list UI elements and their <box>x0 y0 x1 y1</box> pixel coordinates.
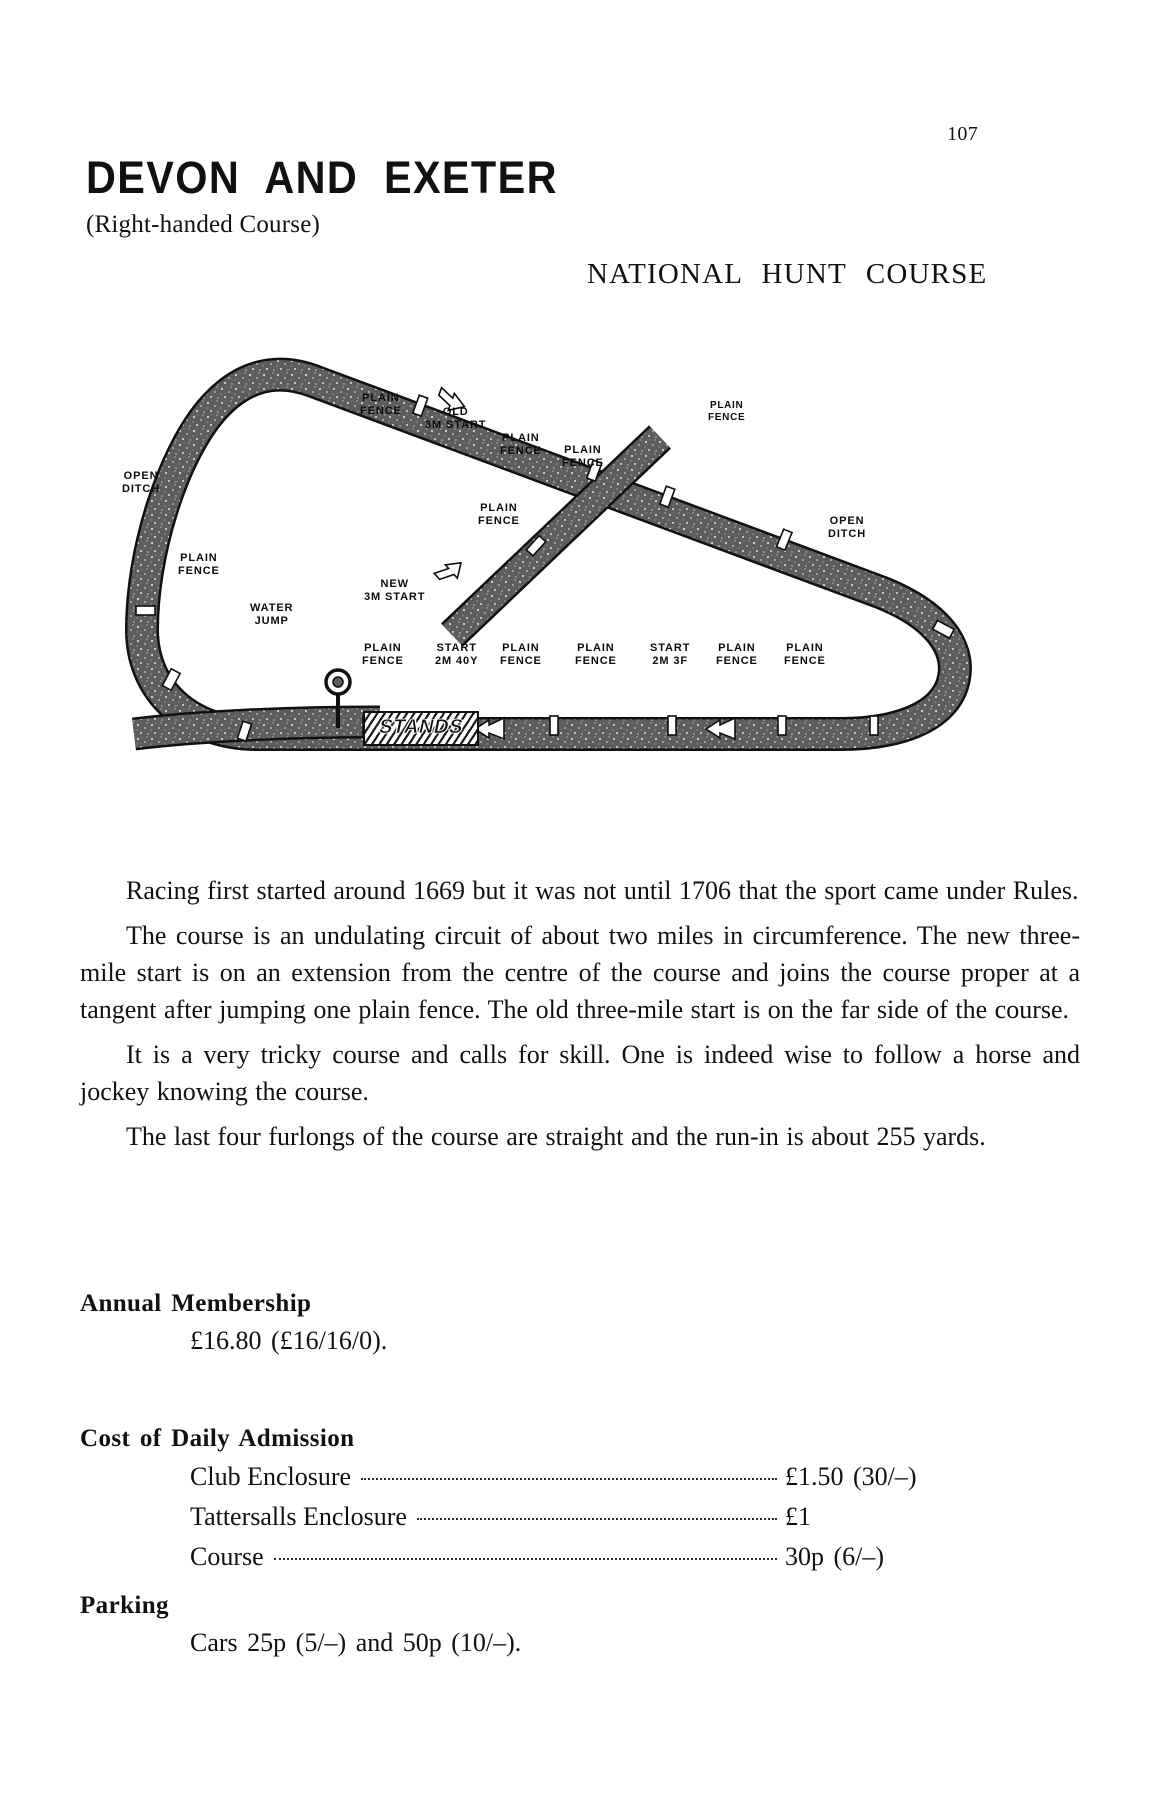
racecourse-map-svg <box>80 330 1080 850</box>
map-label-water-jump: WATER JUMP <box>250 602 294 627</box>
paragraph-skill: It is a very tricky course and calls for skill. One is indeed wise to follow a horse and jockey knowing the course. <box>80 1040 1080 1106</box>
run-in-surface <box>134 722 380 734</box>
admission-row-course <box>190 1537 980 1577</box>
stands-marker <box>363 711 479 746</box>
map-label-open-ditch-left: OPEN DITCH <box>122 470 161 495</box>
admission-value-club: £1.50 (30/–) <box>785 1462 917 1491</box>
map-label-new-3m-start: NEW 3M START <box>364 578 426 603</box>
racecourse-map <box>80 330 1080 850</box>
fence-straight-5 <box>870 716 878 735</box>
map-label-plain-fence-top-mid: PLAIN FENCE <box>500 432 542 457</box>
map-label-plain-fence-left: PLAIN FENCE <box>178 552 220 577</box>
paragraph-run-in: The last four furlongs of the course are straight and the run-in is about 255 yards. <box>126 1122 986 1151</box>
map-label-plain-fence-top-right: PLAIN FENCE <box>708 400 746 423</box>
map-label-plain-fence-straight-2: PLAIN FENCE <box>575 642 617 667</box>
parking-section <box>80 1592 1080 1662</box>
page-number: 107 <box>947 123 978 145</box>
parking-prices: Cars 25p (5/–) and 50p (10/–). <box>190 1628 522 1657</box>
arrow-new-start-spur <box>434 555 467 587</box>
map-label-plain-fence-spur: PLAIN FENCE <box>478 502 520 527</box>
course-handedness-subtitle: (Right-handed Course) <box>86 211 321 238</box>
admission-value-course: 30p (6/–) <box>785 1542 885 1571</box>
fence-straight-4 <box>778 716 786 735</box>
annual-membership-fee: £16.80 (£16/16/0). <box>190 1326 388 1355</box>
daily-admission-heading: Cost of Daily Admission <box>80 1425 355 1452</box>
annual-membership-section <box>80 1290 1080 1360</box>
fence-open-ditch-left <box>136 606 155 615</box>
map-label-start-2m-3f: START 2M 3F <box>650 642 691 667</box>
map-label-plain-fence-straight-4: PLAIN FENCE <box>784 642 826 667</box>
parking-heading: Parking <box>80 1592 169 1619</box>
admission-row-tattersalls <box>190 1497 980 1537</box>
map-label-plain-fence-top-mid2: PLAIN FENCE <box>562 444 604 469</box>
fence-straight-2 <box>550 716 558 735</box>
fence-straight-3 <box>668 716 676 735</box>
leader-dots <box>274 1558 777 1560</box>
paragraph-layout: The course is an undulating circuit of about two miles in circumference. The new three-mile start is on an extension from the centre of the course and joins the course proper at a tangent after jumping one plain fence. The old three-mile start is on the far side of the course. <box>80 921 1080 1024</box>
course-description <box>80 872 1080 1163</box>
page-title: DEVON AND EXETER <box>86 152 558 203</box>
admission-price-table <box>80 1457 980 1577</box>
admission-value-tattersalls: £1 <box>785 1502 811 1531</box>
map-label-plain-fence-top-left: PLAIN FENCE <box>360 392 402 417</box>
admission-label-club: Club Enclosure <box>190 1462 352 1491</box>
leader-dots <box>361 1478 777 1480</box>
paragraph-history: Racing first started around 1669 but it was not until 1706 that the sport came under Rules. <box>126 876 1079 905</box>
map-label-old-3m-start: OLD 3M START <box>425 406 487 431</box>
course-type-heading: NATIONAL HUNT COURSE <box>587 258 988 290</box>
map-label-plain-fence-straight-1: PLAIN FENCE <box>500 642 542 667</box>
admission-label-tattersalls: Tattersalls Enclosure <box>190 1502 407 1531</box>
map-label-plain-fence-run-in: PLAIN FENCE <box>362 642 404 667</box>
admission-row-club <box>190 1457 980 1497</box>
leader-dots <box>417 1518 777 1520</box>
admission-label-course: Course <box>190 1542 264 1571</box>
stands-label: STANDS <box>376 716 466 738</box>
daily-admission-section <box>80 1425 1080 1577</box>
map-label-open-ditch-right: OPEN DITCH <box>828 515 867 540</box>
map-label-plain-fence-straight-3: PLAIN FENCE <box>716 642 758 667</box>
map-label-start-2m-40y: START 2M 40Y <box>435 642 479 667</box>
annual-membership-heading: Annual Membership <box>80 1290 312 1317</box>
